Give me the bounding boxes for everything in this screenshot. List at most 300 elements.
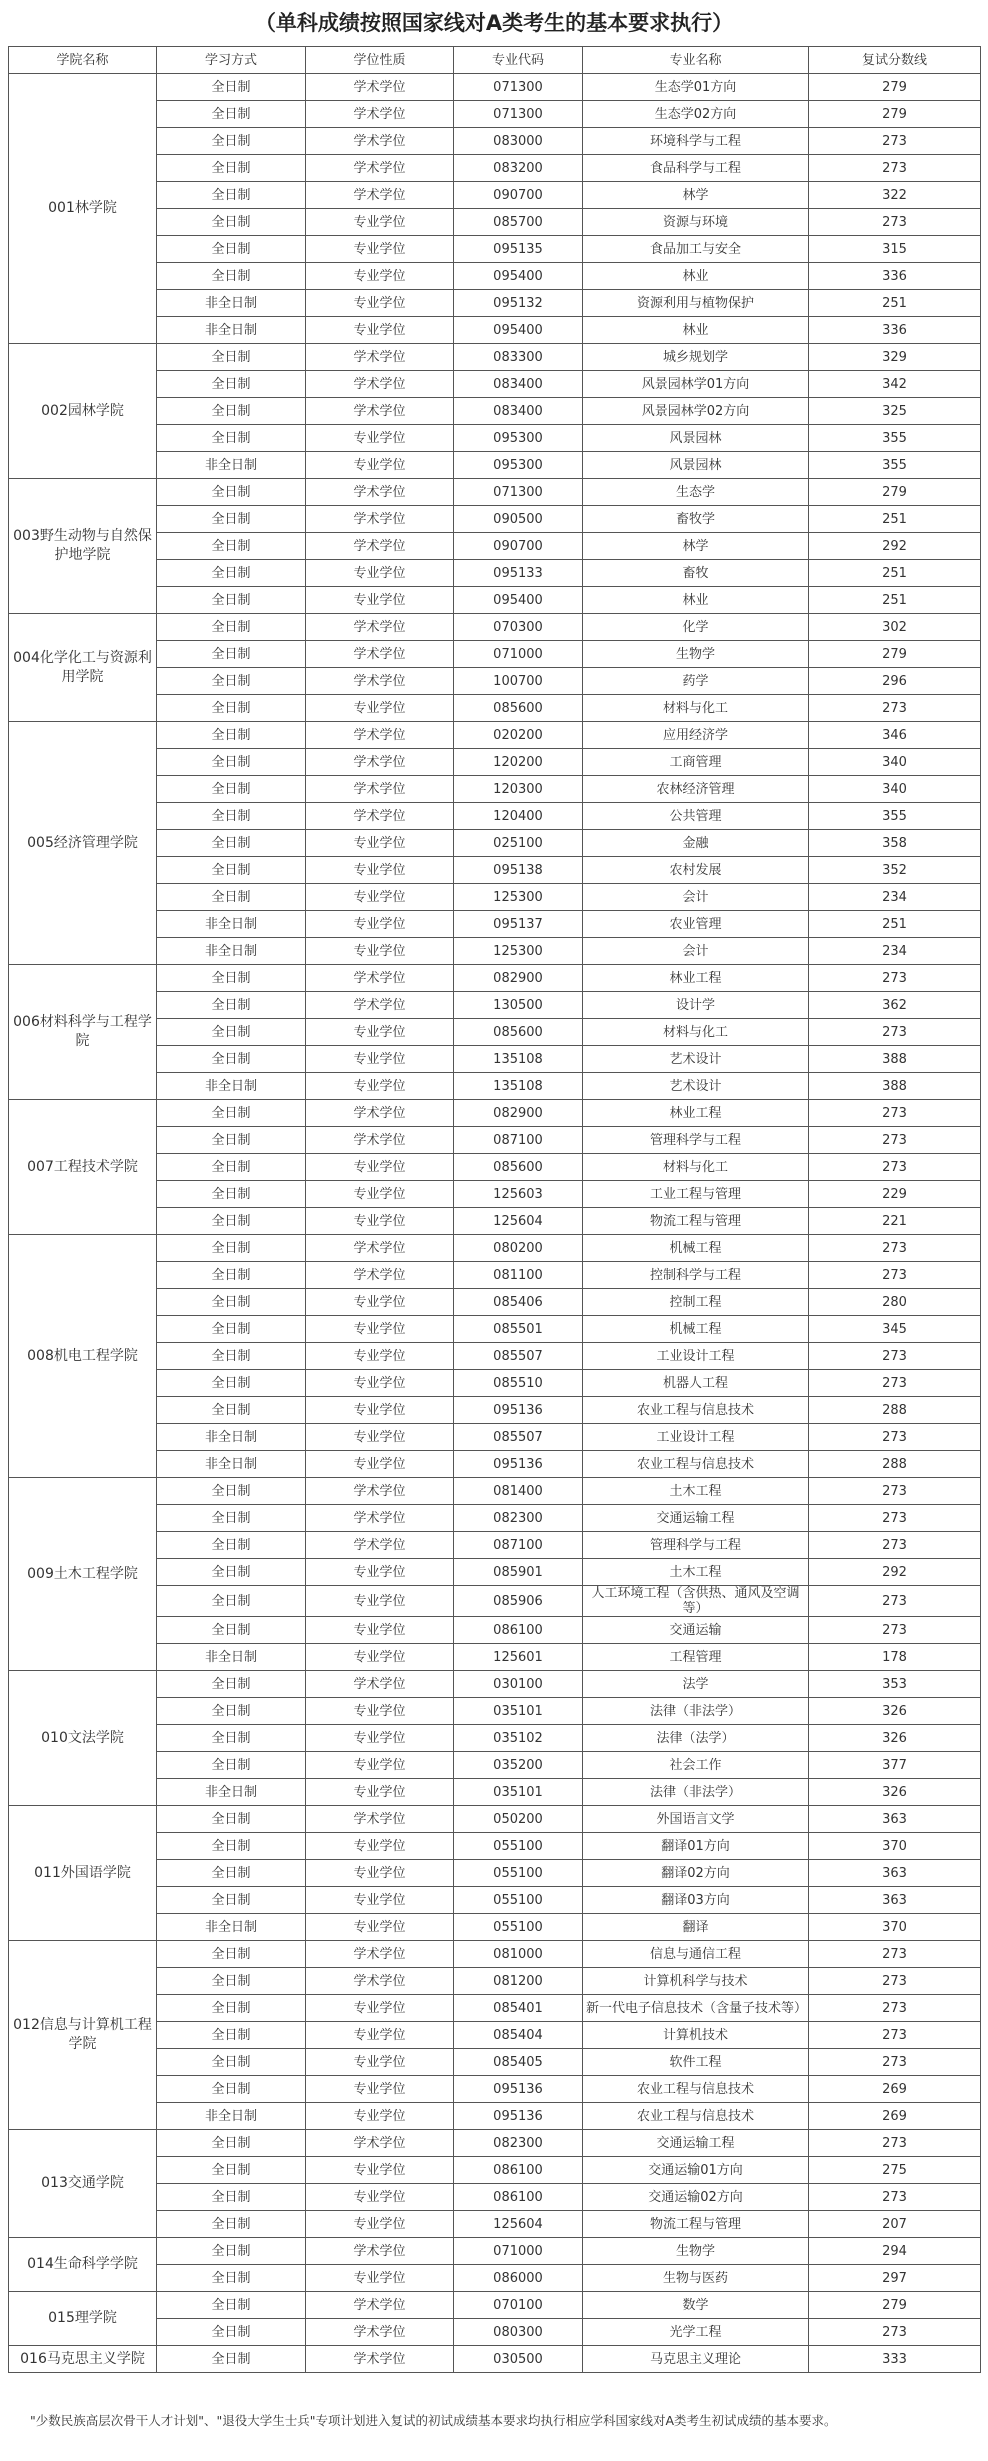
cell-score-line: 273 xyxy=(809,1370,981,1397)
cell-degree-type: 学术学位 xyxy=(306,668,454,695)
cell-score-line: 275 xyxy=(809,2157,981,2184)
table-row xyxy=(9,344,981,371)
cell-major-code: 035102 xyxy=(454,1725,583,1752)
cell-study-mode: 全日制 xyxy=(157,1262,306,1289)
cell-degree-type: 学术学位 xyxy=(306,128,454,155)
cell-degree-type: 学术学位 xyxy=(306,182,454,209)
cell-score-line: 288 xyxy=(809,1397,981,1424)
cell-study-mode: 全日制 xyxy=(157,587,306,614)
cell-degree-type: 专业学位 xyxy=(306,425,454,452)
cell-major-code: 082900 xyxy=(454,965,583,992)
cell-study-mode: 全日制 xyxy=(157,1559,306,1586)
cell-degree-type: 学术学位 xyxy=(306,479,454,506)
cell-study-mode: 全日制 xyxy=(157,1127,306,1154)
cell-score-line: 346 xyxy=(809,722,981,749)
cell-major-code: 086100 xyxy=(454,2157,583,2184)
cell-study-mode: 全日制 xyxy=(157,1725,306,1752)
cell-study-mode: 全日制 xyxy=(157,101,306,128)
header-score-line: 复试分数线 xyxy=(809,47,981,74)
cell-study-mode: 全日制 xyxy=(157,1100,306,1127)
cell-major-name: 林业 xyxy=(583,587,809,614)
cell-major-name: 资源利用与植物保护 xyxy=(583,290,809,317)
cell-degree-type: 学术学位 xyxy=(306,1532,454,1559)
table-header-row xyxy=(9,47,981,74)
cell-study-mode: 非全日制 xyxy=(157,911,306,938)
cell-major-code: 071000 xyxy=(454,2238,583,2265)
cell-major-name: 工程管理 xyxy=(583,1644,809,1671)
cell-degree-type: 专业学位 xyxy=(306,1370,454,1397)
cell-major-name: 会计 xyxy=(583,884,809,911)
cell-degree-type: 学术学位 xyxy=(306,2346,454,2373)
cell-degree-type: 专业学位 xyxy=(306,2157,454,2184)
cell-score-line: 273 xyxy=(809,695,981,722)
cell-degree-type: 专业学位 xyxy=(306,1208,454,1235)
cell-degree-type: 专业学位 xyxy=(306,1833,454,1860)
cell-score-line: 273 xyxy=(809,1127,981,1154)
cell-major-code: 095138 xyxy=(454,857,583,884)
cell-score-line: 296 xyxy=(809,668,981,695)
cell-score-line: 340 xyxy=(809,776,981,803)
cell-study-mode: 非全日制 xyxy=(157,1451,306,1478)
cell-degree-type: 专业学位 xyxy=(306,2103,454,2130)
cell-major-code: 085700 xyxy=(454,209,583,236)
cell-major-code: 083400 xyxy=(454,371,583,398)
cell-score-line: 340 xyxy=(809,749,981,776)
table-body xyxy=(9,74,981,2373)
cell-degree-type: 学术学位 xyxy=(306,371,454,398)
cell-major-code: 055100 xyxy=(454,1860,583,1887)
cell-degree-type: 专业学位 xyxy=(306,263,454,290)
cell-degree-type: 专业学位 xyxy=(306,2049,454,2076)
cell-score-line: 273 xyxy=(809,965,981,992)
cell-major-name: 翻译 xyxy=(583,1914,809,1941)
cell-degree-type: 学术学位 xyxy=(306,1806,454,1833)
cell-major-name: 工业设计工程 xyxy=(583,1424,809,1451)
cell-college-name: 005经济管理学院 xyxy=(9,722,157,965)
cell-major-name: 生物学 xyxy=(583,641,809,668)
cell-degree-type: 专业学位 xyxy=(306,2211,454,2238)
cell-score-line: 355 xyxy=(809,425,981,452)
cell-major-name: 物流工程与管理 xyxy=(583,2211,809,2238)
cell-major-name: 交通运输工程 xyxy=(583,1505,809,1532)
cell-college-name: 011外国语学院 xyxy=(9,1806,157,1941)
cell-study-mode: 全日制 xyxy=(157,1181,306,1208)
cell-major-name: 社会工作 xyxy=(583,1752,809,1779)
cell-college-name: 001林学院 xyxy=(9,74,157,344)
cell-score-line: 273 xyxy=(809,1154,981,1181)
cell-study-mode: 全日制 xyxy=(157,1208,306,1235)
table-row xyxy=(9,614,981,641)
cell-study-mode: 非全日制 xyxy=(157,1779,306,1806)
cell-degree-type: 专业学位 xyxy=(306,1725,454,1752)
cell-study-mode: 非全日制 xyxy=(157,938,306,965)
cell-college-name: 013交通学院 xyxy=(9,2130,157,2238)
cell-major-code: 055100 xyxy=(454,1887,583,1914)
cell-study-mode: 全日制 xyxy=(157,1806,306,1833)
cell-major-name: 畜牧学 xyxy=(583,506,809,533)
cell-major-code: 095400 xyxy=(454,317,583,344)
cell-major-name: 工商管理 xyxy=(583,749,809,776)
table-row xyxy=(9,722,981,749)
cell-degree-type: 学术学位 xyxy=(306,2292,454,2319)
cell-study-mode: 全日制 xyxy=(157,479,306,506)
cell-study-mode: 全日制 xyxy=(157,965,306,992)
cell-score-line: 362 xyxy=(809,992,981,1019)
cell-major-name: 林业 xyxy=(583,263,809,290)
cell-degree-type: 专业学位 xyxy=(306,1424,454,1451)
cell-major-code: 081200 xyxy=(454,1968,583,1995)
cell-score-line: 292 xyxy=(809,533,981,560)
cell-major-code: 085600 xyxy=(454,1019,583,1046)
cell-study-mode: 全日制 xyxy=(157,1617,306,1644)
cell-degree-type: 专业学位 xyxy=(306,1752,454,1779)
cell-major-name: 风景园林 xyxy=(583,452,809,479)
cell-major-code: 080300 xyxy=(454,2319,583,2346)
cell-score-line: 294 xyxy=(809,2238,981,2265)
cell-degree-type: 学术学位 xyxy=(306,2238,454,2265)
cell-study-mode: 全日制 xyxy=(157,614,306,641)
cell-score-line: 363 xyxy=(809,1806,981,1833)
cell-major-name: 环境科学与工程 xyxy=(583,128,809,155)
cell-college-name: 003野生动物与自然保护地学院 xyxy=(9,479,157,614)
cell-degree-type: 学术学位 xyxy=(306,2319,454,2346)
cell-score-line: 326 xyxy=(809,1779,981,1806)
cell-degree-type: 专业学位 xyxy=(306,2184,454,2211)
cell-major-code: 095400 xyxy=(454,263,583,290)
cell-score-line: 273 xyxy=(809,1343,981,1370)
cell-major-name: 法律（非法学） xyxy=(583,1779,809,1806)
cell-major-name: 资源与环境 xyxy=(583,209,809,236)
cell-degree-type: 专业学位 xyxy=(306,1887,454,1914)
cell-score-line: 370 xyxy=(809,1914,981,1941)
cell-major-code: 083200 xyxy=(454,155,583,182)
cell-major-code: 095136 xyxy=(454,2076,583,2103)
cell-college-name: 007工程技术学院 xyxy=(9,1100,157,1235)
cell-degree-type: 专业学位 xyxy=(306,2265,454,2292)
cell-major-code: 035101 xyxy=(454,1698,583,1725)
cell-score-line: 279 xyxy=(809,479,981,506)
cell-study-mode: 全日制 xyxy=(157,1235,306,1262)
score-table xyxy=(8,46,981,2373)
cell-degree-type: 学术学位 xyxy=(306,1127,454,1154)
header-degree-type: 学位性质 xyxy=(306,47,454,74)
cell-score-line: 273 xyxy=(809,1968,981,1995)
cell-score-line: 388 xyxy=(809,1046,981,1073)
cell-degree-type: 专业学位 xyxy=(306,1698,454,1725)
cell-degree-type: 学术学位 xyxy=(306,344,454,371)
cell-study-mode: 非全日制 xyxy=(157,290,306,317)
cell-degree-type: 专业学位 xyxy=(306,1289,454,1316)
cell-major-code: 071300 xyxy=(454,479,583,506)
cell-major-code: 070300 xyxy=(454,614,583,641)
cell-study-mode: 全日制 xyxy=(157,749,306,776)
cell-degree-type: 学术学位 xyxy=(306,533,454,560)
cell-major-name: 物流工程与管理 xyxy=(583,1208,809,1235)
cell-score-line: 273 xyxy=(809,1100,981,1127)
cell-major-code: 085600 xyxy=(454,1154,583,1181)
cell-major-name: 法学 xyxy=(583,1671,809,1698)
cell-major-name: 翻译03方向 xyxy=(583,1887,809,1914)
cell-score-line: 234 xyxy=(809,884,981,911)
cell-degree-type: 专业学位 xyxy=(306,1181,454,1208)
cell-major-name: 翻译01方向 xyxy=(583,1833,809,1860)
cell-degree-type: 专业学位 xyxy=(306,1995,454,2022)
cell-major-name: 金融 xyxy=(583,830,809,857)
cell-major-code: 020200 xyxy=(454,722,583,749)
table-row xyxy=(9,1671,981,1698)
cell-study-mode: 非全日制 xyxy=(157,452,306,479)
cell-study-mode: 全日制 xyxy=(157,695,306,722)
cell-major-name: 控制科学与工程 xyxy=(583,1262,809,1289)
cell-major-name: 软件工程 xyxy=(583,2049,809,2076)
cell-score-line: 353 xyxy=(809,1671,981,1698)
cell-major-name: 交通运输工程 xyxy=(583,2130,809,2157)
cell-major-code: 095300 xyxy=(454,425,583,452)
cell-score-line: 273 xyxy=(809,1617,981,1644)
cell-score-line: 251 xyxy=(809,587,981,614)
cell-degree-type: 学术学位 xyxy=(306,398,454,425)
cell-major-name: 控制工程 xyxy=(583,1289,809,1316)
cell-major-name: 法律（法学） xyxy=(583,1725,809,1752)
cell-degree-type: 专业学位 xyxy=(306,2022,454,2049)
cell-score-line: 336 xyxy=(809,317,981,344)
cell-study-mode: 全日制 xyxy=(157,2292,306,2319)
cell-score-line: 355 xyxy=(809,452,981,479)
cell-degree-type: 专业学位 xyxy=(306,1397,454,1424)
cell-major-name: 机械工程 xyxy=(583,1316,809,1343)
cell-study-mode: 全日制 xyxy=(157,128,306,155)
cell-major-name: 食品加工与安全 xyxy=(583,236,809,263)
cell-major-code: 135108 xyxy=(454,1073,583,1100)
cell-degree-type: 学术学位 xyxy=(306,992,454,1019)
cell-study-mode: 非全日制 xyxy=(157,1073,306,1100)
cell-major-code: 081100 xyxy=(454,1262,583,1289)
cell-score-line: 288 xyxy=(809,1451,981,1478)
cell-score-line: 352 xyxy=(809,857,981,884)
cell-degree-type: 学术学位 xyxy=(306,803,454,830)
cell-score-line: 336 xyxy=(809,263,981,290)
cell-major-name: 机器人工程 xyxy=(583,1370,809,1397)
cell-score-line: 388 xyxy=(809,1073,981,1100)
cell-degree-type: 专业学位 xyxy=(306,209,454,236)
cell-degree-type: 学术学位 xyxy=(306,1968,454,1995)
cell-major-code: 095300 xyxy=(454,452,583,479)
cell-major-name: 外国语言文学 xyxy=(583,1806,809,1833)
cell-major-code: 083400 xyxy=(454,398,583,425)
cell-major-name: 林业工程 xyxy=(583,1100,809,1127)
cell-score-line: 234 xyxy=(809,938,981,965)
cell-major-name: 交通运输01方向 xyxy=(583,2157,809,2184)
cell-major-code: 071300 xyxy=(454,74,583,101)
cell-degree-type: 专业学位 xyxy=(306,452,454,479)
cell-degree-type: 学术学位 xyxy=(306,506,454,533)
cell-major-name: 信息与通信工程 xyxy=(583,1941,809,1968)
cell-degree-type: 专业学位 xyxy=(306,236,454,263)
cell-degree-type: 学术学位 xyxy=(306,722,454,749)
header-major-code: 专业代码 xyxy=(454,47,583,74)
cell-major-name: 材料与化工 xyxy=(583,695,809,722)
cell-major-code: 085507 xyxy=(454,1424,583,1451)
cell-major-name: 管理科学与工程 xyxy=(583,1127,809,1154)
cell-major-name: 土木工程 xyxy=(583,1478,809,1505)
cell-score-line: 279 xyxy=(809,641,981,668)
cell-major-name: 生物与医药 xyxy=(583,2265,809,2292)
cell-study-mode: 全日制 xyxy=(157,1289,306,1316)
cell-degree-type: 专业学位 xyxy=(306,560,454,587)
cell-major-code: 082300 xyxy=(454,2130,583,2157)
cell-score-line: 377 xyxy=(809,1752,981,1779)
table-row xyxy=(9,1941,981,1968)
cell-major-name: 生态学01方向 xyxy=(583,74,809,101)
cell-major-code: 080200 xyxy=(454,1235,583,1262)
cell-score-line: 297 xyxy=(809,2265,981,2292)
cell-study-mode: 全日制 xyxy=(157,1995,306,2022)
cell-score-line: 326 xyxy=(809,1725,981,1752)
cell-major-code: 095137 xyxy=(454,911,583,938)
cell-degree-type: 专业学位 xyxy=(306,587,454,614)
table-row xyxy=(9,1478,981,1505)
cell-degree-type: 学术学位 xyxy=(306,1478,454,1505)
cell-score-line: 273 xyxy=(809,155,981,182)
cell-study-mode: 全日制 xyxy=(157,182,306,209)
cell-degree-type: 学术学位 xyxy=(306,641,454,668)
cell-study-mode: 全日制 xyxy=(157,2211,306,2238)
cell-major-code: 081400 xyxy=(454,1478,583,1505)
cell-study-mode: 全日制 xyxy=(157,2130,306,2157)
cell-study-mode: 全日制 xyxy=(157,2319,306,2346)
cell-major-name: 会计 xyxy=(583,938,809,965)
cell-major-code: 120300 xyxy=(454,776,583,803)
cell-degree-type: 专业学位 xyxy=(306,1154,454,1181)
cell-study-mode: 全日制 xyxy=(157,236,306,263)
cell-study-mode: 全日制 xyxy=(157,1671,306,1698)
cell-degree-type: 专业学位 xyxy=(306,1644,454,1671)
cell-major-name: 管理科学与工程 xyxy=(583,1532,809,1559)
table-row xyxy=(9,74,981,101)
cell-major-name: 生物学 xyxy=(583,2238,809,2265)
cell-study-mode: 全日制 xyxy=(157,263,306,290)
cell-major-name: 风景园林 xyxy=(583,425,809,452)
cell-major-code: 071300 xyxy=(454,101,583,128)
cell-major-code: 095136 xyxy=(454,1451,583,1478)
cell-study-mode: 全日制 xyxy=(157,425,306,452)
cell-study-mode: 全日制 xyxy=(157,209,306,236)
cell-major-name: 公共管理 xyxy=(583,803,809,830)
cell-degree-type: 专业学位 xyxy=(306,1779,454,1806)
cell-major-code: 085507 xyxy=(454,1343,583,1370)
cell-score-line: 363 xyxy=(809,1860,981,1887)
cell-major-code: 120400 xyxy=(454,803,583,830)
cell-major-code: 125601 xyxy=(454,1644,583,1671)
cell-score-line: 358 xyxy=(809,830,981,857)
cell-degree-type: 学术学位 xyxy=(306,74,454,101)
cell-major-code: 085600 xyxy=(454,695,583,722)
cell-major-code: 085901 xyxy=(454,1559,583,1586)
cell-major-code: 030100 xyxy=(454,1671,583,1698)
table-row xyxy=(9,2238,981,2265)
cell-college-name: 012信息与计算机工程学院 xyxy=(9,1941,157,2130)
cell-score-line: 333 xyxy=(809,2346,981,2373)
cell-score-line: 273 xyxy=(809,2184,981,2211)
cell-score-line: 229 xyxy=(809,1181,981,1208)
cell-major-name: 工业工程与管理 xyxy=(583,1181,809,1208)
cell-score-line: 251 xyxy=(809,506,981,533)
cell-major-code: 082300 xyxy=(454,1505,583,1532)
cell-degree-type: 学术学位 xyxy=(306,1100,454,1127)
cell-score-line: 279 xyxy=(809,2292,981,2319)
cell-study-mode: 全日制 xyxy=(157,668,306,695)
cell-major-code: 035200 xyxy=(454,1752,583,1779)
cell-major-code: 083300 xyxy=(454,344,583,371)
cell-study-mode: 全日制 xyxy=(157,2076,306,2103)
cell-score-line: 363 xyxy=(809,1887,981,1914)
cell-study-mode: 全日制 xyxy=(157,1698,306,1725)
cell-study-mode: 全日制 xyxy=(157,1887,306,1914)
footnote: "少数民族高层次骨干人才计划"、"退役大学生士兵"专项计划进入复试的初试成绩基本要求均执行相应学科国家线对A类考生初试成绩的基本要求。 xyxy=(30,2413,837,2428)
cell-score-line: 279 xyxy=(809,74,981,101)
cell-major-code: 071000 xyxy=(454,641,583,668)
cell-college-name: 008机电工程学院 xyxy=(9,1235,157,1478)
cell-major-name: 生态学02方向 xyxy=(583,101,809,128)
cell-study-mode: 全日制 xyxy=(157,533,306,560)
cell-study-mode: 全日制 xyxy=(157,1397,306,1424)
cell-study-mode: 全日制 xyxy=(157,830,306,857)
header-study-mode: 学习方式 xyxy=(157,47,306,74)
cell-study-mode: 全日制 xyxy=(157,1860,306,1887)
cell-study-mode: 全日制 xyxy=(157,74,306,101)
cell-major-code: 081000 xyxy=(454,1941,583,1968)
cell-degree-type: 学术学位 xyxy=(306,965,454,992)
cell-study-mode: 全日制 xyxy=(157,155,306,182)
cell-major-code: 086000 xyxy=(454,2265,583,2292)
cell-major-code: 120200 xyxy=(454,749,583,776)
cell-study-mode: 全日制 xyxy=(157,2238,306,2265)
cell-major-name: 农业工程与信息技术 xyxy=(583,1451,809,1478)
cell-major-code: 125300 xyxy=(454,938,583,965)
cell-study-mode: 全日制 xyxy=(157,776,306,803)
cell-score-line: 221 xyxy=(809,1208,981,1235)
cell-degree-type: 专业学位 xyxy=(306,695,454,722)
cell-score-line: 269 xyxy=(809,2076,981,2103)
cell-study-mode: 全日制 xyxy=(157,1316,306,1343)
cell-score-line: 329 xyxy=(809,344,981,371)
cell-study-mode: 全日制 xyxy=(157,2022,306,2049)
cell-score-line: 251 xyxy=(809,911,981,938)
cell-study-mode: 全日制 xyxy=(157,344,306,371)
table-row xyxy=(9,1235,981,1262)
cell-major-code: 070100 xyxy=(454,2292,583,2319)
cell-study-mode: 全日制 xyxy=(157,371,306,398)
cell-degree-type: 学术学位 xyxy=(306,1235,454,1262)
cell-major-code: 100700 xyxy=(454,668,583,695)
cell-degree-type: 学术学位 xyxy=(306,155,454,182)
cell-degree-type: 专业学位 xyxy=(306,938,454,965)
cell-score-line: 273 xyxy=(809,1019,981,1046)
table-row xyxy=(9,1806,981,1833)
cell-score-line: 269 xyxy=(809,2103,981,2130)
cell-study-mode: 全日制 xyxy=(157,857,306,884)
cell-study-mode: 全日制 xyxy=(157,884,306,911)
cell-major-code: 085510 xyxy=(454,1370,583,1397)
cell-degree-type: 专业学位 xyxy=(306,1316,454,1343)
cell-major-name: 林学 xyxy=(583,182,809,209)
table-row xyxy=(9,2346,981,2373)
cell-score-line: 273 xyxy=(809,2319,981,2346)
cell-major-code: 055100 xyxy=(454,1833,583,1860)
cell-major-name: 林学 xyxy=(583,533,809,560)
cell-major-code: 085406 xyxy=(454,1289,583,1316)
cell-major-code: 095133 xyxy=(454,560,583,587)
